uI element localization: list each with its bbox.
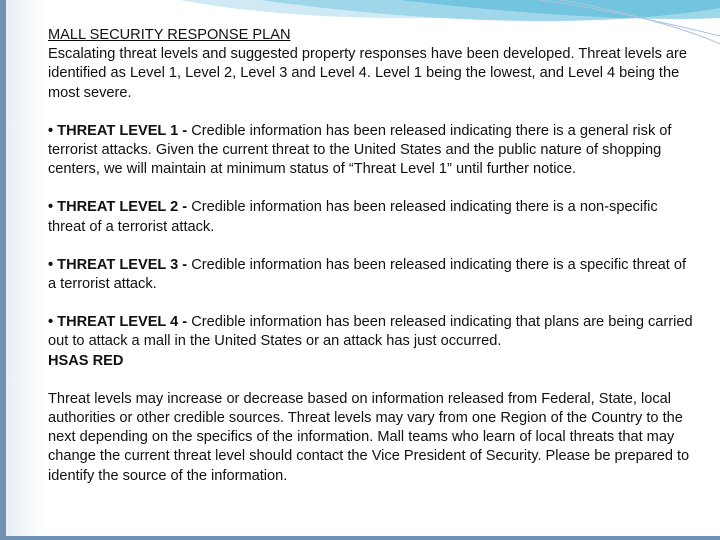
threat-level-3-text: Credible information has been released indicating there is a specific threat of a terrorist attack. bbox=[48, 256, 687, 293]
threat-level-1-label: • THREAT LEVEL 1 - bbox=[48, 122, 192, 139]
document-title: MALL SECURITY RESPONSE PLAN bbox=[48, 27, 291, 43]
threat-level-2-label: • THREAT LEVEL 2 - bbox=[48, 199, 192, 216]
threat-level-3 bbox=[48, 256, 698, 294]
threat-level-1-text: Credible information has been released indicating there is a general risk of terrorist attacks. Given the current threat to the United States and the public nature of shopping centers, we will maintain at minimum status of “Threat Level 1” until further notice. bbox=[48, 122, 672, 178]
closing-paragraph: Threat levels may increase or decrease based on information released from Federal, State, local authorities or other credible sources. Threat levels may vary from one Region of the Country to the next depending on the specifics of the information. Mall teams who learn of local threats that may change the current threat level should contact the Vice President of Security. Please be prepared to identify the source of the information. bbox=[48, 390, 690, 484]
threat-level-1 bbox=[48, 122, 698, 180]
intro-paragraph: Escalating threat levels and suggested property responses have been developed. Threat levels are identified as Level 1, Level 2, Level 3 and Level 4. Level 1 being the lowest, and Level 4 being the most severe. bbox=[48, 46, 688, 101]
threat-level-2 bbox=[48, 198, 698, 236]
threat-level-3-label: • THREAT LEVEL 3 - bbox=[48, 256, 192, 273]
threat-level-4-label: • THREAT LEVEL 4 - bbox=[48, 314, 192, 331]
threat-level-4-text: Credible information has been released indicating that plans are being carried out to attack a mall in the United States or an attack has just occurred. bbox=[48, 314, 693, 350]
hsas-red-label: HSAS RED bbox=[48, 352, 124, 369]
document-body bbox=[48, 26, 698, 486]
threat-level-2-text: Credible information has been released indicating there is a non-specific threat of a terrorist attack. bbox=[48, 199, 658, 235]
threat-level-4 bbox=[48, 313, 698, 371]
